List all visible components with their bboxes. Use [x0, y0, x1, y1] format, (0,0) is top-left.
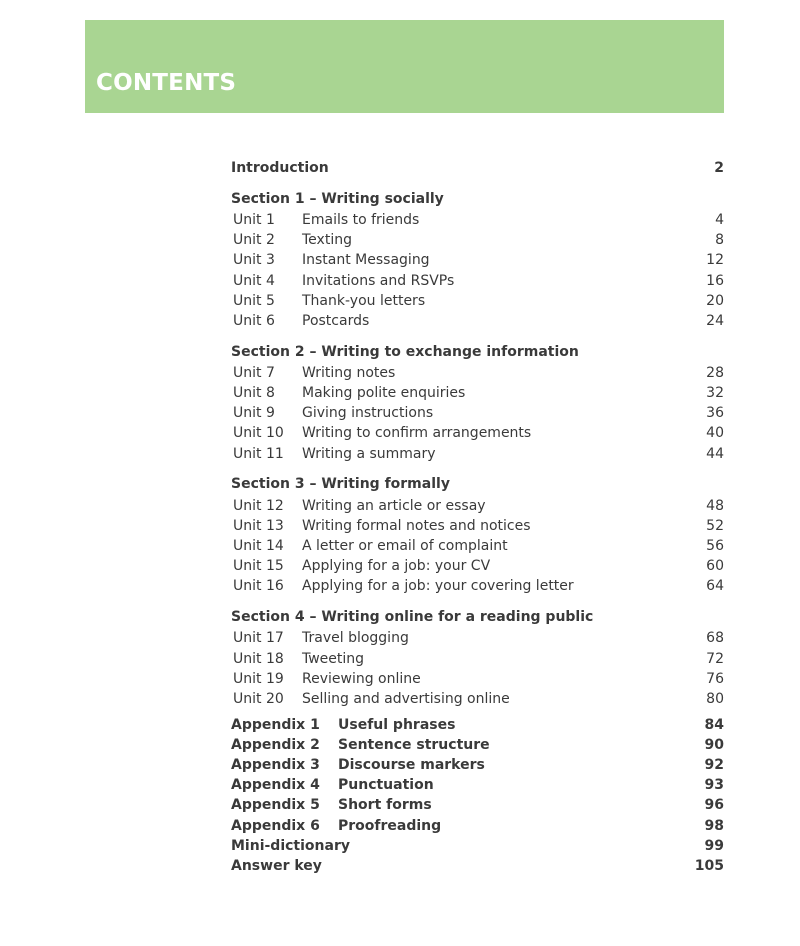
toc-unit-row[interactable]	[231, 669, 724, 689]
appendix-title: Useful phrases	[338, 716, 456, 733]
page-number: 24	[706, 312, 724, 329]
toc-unit-row[interactable]	[231, 250, 724, 270]
unit-label: Unit 8	[233, 385, 275, 402]
page-title: CONTENTS	[96, 70, 237, 96]
unit-title: Writing a summary	[302, 445, 436, 462]
page-number: 20	[706, 292, 724, 309]
introduction-label: Introduction	[231, 160, 329, 176]
appendix-label: Appendix 3	[231, 757, 320, 774]
unit-title: Reviewing online	[302, 670, 421, 687]
unit-label: Unit 2	[233, 232, 275, 249]
page-number: 56	[706, 537, 724, 554]
end-matter-label: Answer key	[231, 857, 322, 874]
appendix-label: Appendix 6	[231, 817, 320, 834]
toc-unit-row[interactable]	[231, 536, 724, 556]
page-number: 48	[706, 497, 724, 514]
page-number: 52	[706, 517, 724, 534]
unit-title: Applying for a job: your CV	[302, 558, 491, 575]
page-number: 40	[706, 425, 724, 442]
unit-title: Postcards	[302, 312, 370, 329]
toc-appendix-row[interactable]	[231, 715, 724, 735]
page-number: 12	[706, 252, 724, 269]
page-number: 16	[706, 272, 724, 289]
page-number: 28	[706, 364, 724, 381]
unit-label: Unit 17	[233, 630, 284, 647]
section-title: Section 2 – Writing to exchange information	[231, 343, 579, 360]
unit-label: Unit 18	[233, 650, 284, 667]
unit-title: Invitations and RSVPs	[302, 272, 455, 289]
toc-unit-row[interactable]	[231, 291, 724, 311]
toc-unit-row[interactable]	[231, 628, 724, 648]
page-number: 96	[704, 797, 724, 814]
page-number: 68	[706, 630, 724, 647]
toc-appendix-row[interactable]	[231, 755, 724, 775]
toc-unit-row[interactable]	[231, 311, 724, 331]
toc-appendix-row[interactable]	[231, 735, 724, 755]
page-number: 44	[706, 445, 724, 462]
toc-introduction-row[interactable]	[231, 158, 724, 178]
unit-label: Unit 13	[233, 517, 284, 534]
appendix-label: Appendix 1	[231, 716, 320, 733]
page-number: 8	[715, 232, 724, 249]
section-heading	[231, 474, 724, 495]
toc-unit-row[interactable]	[231, 403, 724, 423]
section-heading	[231, 342, 724, 363]
toc-unit-row[interactable]	[231, 271, 724, 291]
unit-title: A letter or email of complaint	[302, 537, 508, 554]
toc-unit-row[interactable]	[231, 444, 724, 464]
toc-unit-row[interactable]	[231, 516, 724, 536]
toc-appendix-row[interactable]	[231, 775, 724, 795]
unit-title: Writing formal notes and notices	[302, 517, 531, 534]
end-matter-label: Mini-dictionary	[231, 837, 350, 854]
unit-label: Unit 15	[233, 558, 284, 575]
unit-title: Texting	[302, 232, 352, 249]
unit-title: Writing to confirm arrangements	[302, 425, 532, 442]
unit-title: Applying for a job: your covering letter	[302, 578, 574, 595]
unit-title: Making polite enquiries	[302, 385, 466, 402]
page-number: 4	[715, 211, 724, 228]
section-heading	[231, 607, 724, 628]
appendix-title: Proofreading	[338, 817, 442, 834]
unit-title: Writing notes	[302, 364, 396, 381]
unit-label: Unit 7	[233, 364, 275, 381]
unit-label: Unit 4	[233, 272, 275, 289]
appendix-label: Appendix 5	[231, 797, 320, 814]
unit-title: Travel blogging	[302, 630, 409, 647]
unit-label: Unit 9	[233, 405, 275, 422]
page-number: 99	[704, 837, 724, 854]
unit-label: Unit 16	[233, 578, 284, 595]
toc-unit-row[interactable]	[231, 363, 724, 383]
toc-section-3	[231, 474, 724, 596]
unit-title: Giving instructions	[302, 405, 434, 422]
toc-appendices	[231, 715, 724, 877]
unit-label: Unit 19	[233, 670, 284, 687]
unit-title: Selling and advertising online	[302, 690, 510, 707]
table-of-contents	[231, 158, 724, 876]
section-title: Section 3 – Writing formally	[231, 476, 450, 493]
appendix-title: Short forms	[338, 797, 432, 814]
section-heading	[231, 189, 724, 210]
unit-title: Emails to friends	[302, 211, 420, 228]
appendix-title: Discourse markers	[338, 757, 485, 774]
unit-title: Instant Messaging	[302, 252, 430, 269]
unit-label: Unit 20	[233, 690, 284, 707]
unit-label: Unit 12	[233, 497, 284, 514]
contents-banner	[85, 20, 724, 113]
appendix-label: Appendix 4	[231, 777, 320, 794]
page-number: 84	[704, 716, 724, 733]
unit-title: Tweeting	[302, 650, 365, 667]
appendix-title: Punctuation	[338, 777, 434, 794]
toc-unit-row[interactable]	[231, 496, 724, 516]
page-number: 76	[706, 670, 724, 687]
unit-title: Thank-you letters	[302, 292, 426, 309]
page-number: 92	[704, 757, 724, 774]
unit-title: Writing an article or essay	[302, 497, 486, 514]
toc-unit-row[interactable]	[231, 689, 724, 709]
toc-unit-row[interactable]	[231, 649, 724, 669]
unit-label: Unit 10	[233, 425, 284, 442]
toc-mini-dictionary-row[interactable]	[231, 836, 724, 856]
toc-unit-row[interactable]	[231, 423, 724, 443]
unit-label: Unit 14	[233, 537, 284, 554]
toc-unit-row[interactable]	[231, 383, 724, 403]
page-number: 36	[706, 405, 724, 422]
page-number: 64	[706, 578, 724, 595]
unit-label: Unit 11	[233, 445, 284, 462]
toc-unit-row[interactable]	[231, 230, 724, 250]
toc-unit-row[interactable]	[231, 210, 724, 230]
toc-section-4	[231, 607, 724, 709]
toc-appendix-row[interactable]	[231, 795, 724, 815]
page-number: 80	[706, 690, 724, 707]
page-number: 60	[706, 558, 724, 575]
toc-section-2	[231, 342, 724, 464]
section-title: Section 4 – Writing online for a reading public	[231, 609, 594, 626]
toc-unit-row[interactable]	[231, 576, 724, 596]
toc-answer-key-row[interactable]	[231, 856, 724, 876]
unit-label: Unit 5	[233, 292, 275, 309]
unit-label: Unit 3	[233, 252, 275, 269]
appendix-title: Sentence structure	[338, 736, 490, 753]
page-number: 93	[704, 777, 724, 794]
section-title: Section 1 – Writing socially	[231, 190, 444, 207]
toc-appendix-row[interactable]	[231, 816, 724, 836]
unit-label: Unit 1	[233, 211, 275, 228]
page-number: 105	[694, 857, 724, 874]
page-number: 32	[706, 385, 724, 402]
page-number: 72	[706, 650, 724, 667]
page-number: 2	[714, 160, 724, 176]
page-number: 98	[704, 817, 724, 834]
page-number: 90	[704, 736, 724, 753]
toc-section-1	[231, 189, 724, 331]
appendix-label: Appendix 2	[231, 736, 320, 753]
unit-label: Unit 6	[233, 312, 275, 329]
toc-unit-row[interactable]	[231, 556, 724, 576]
